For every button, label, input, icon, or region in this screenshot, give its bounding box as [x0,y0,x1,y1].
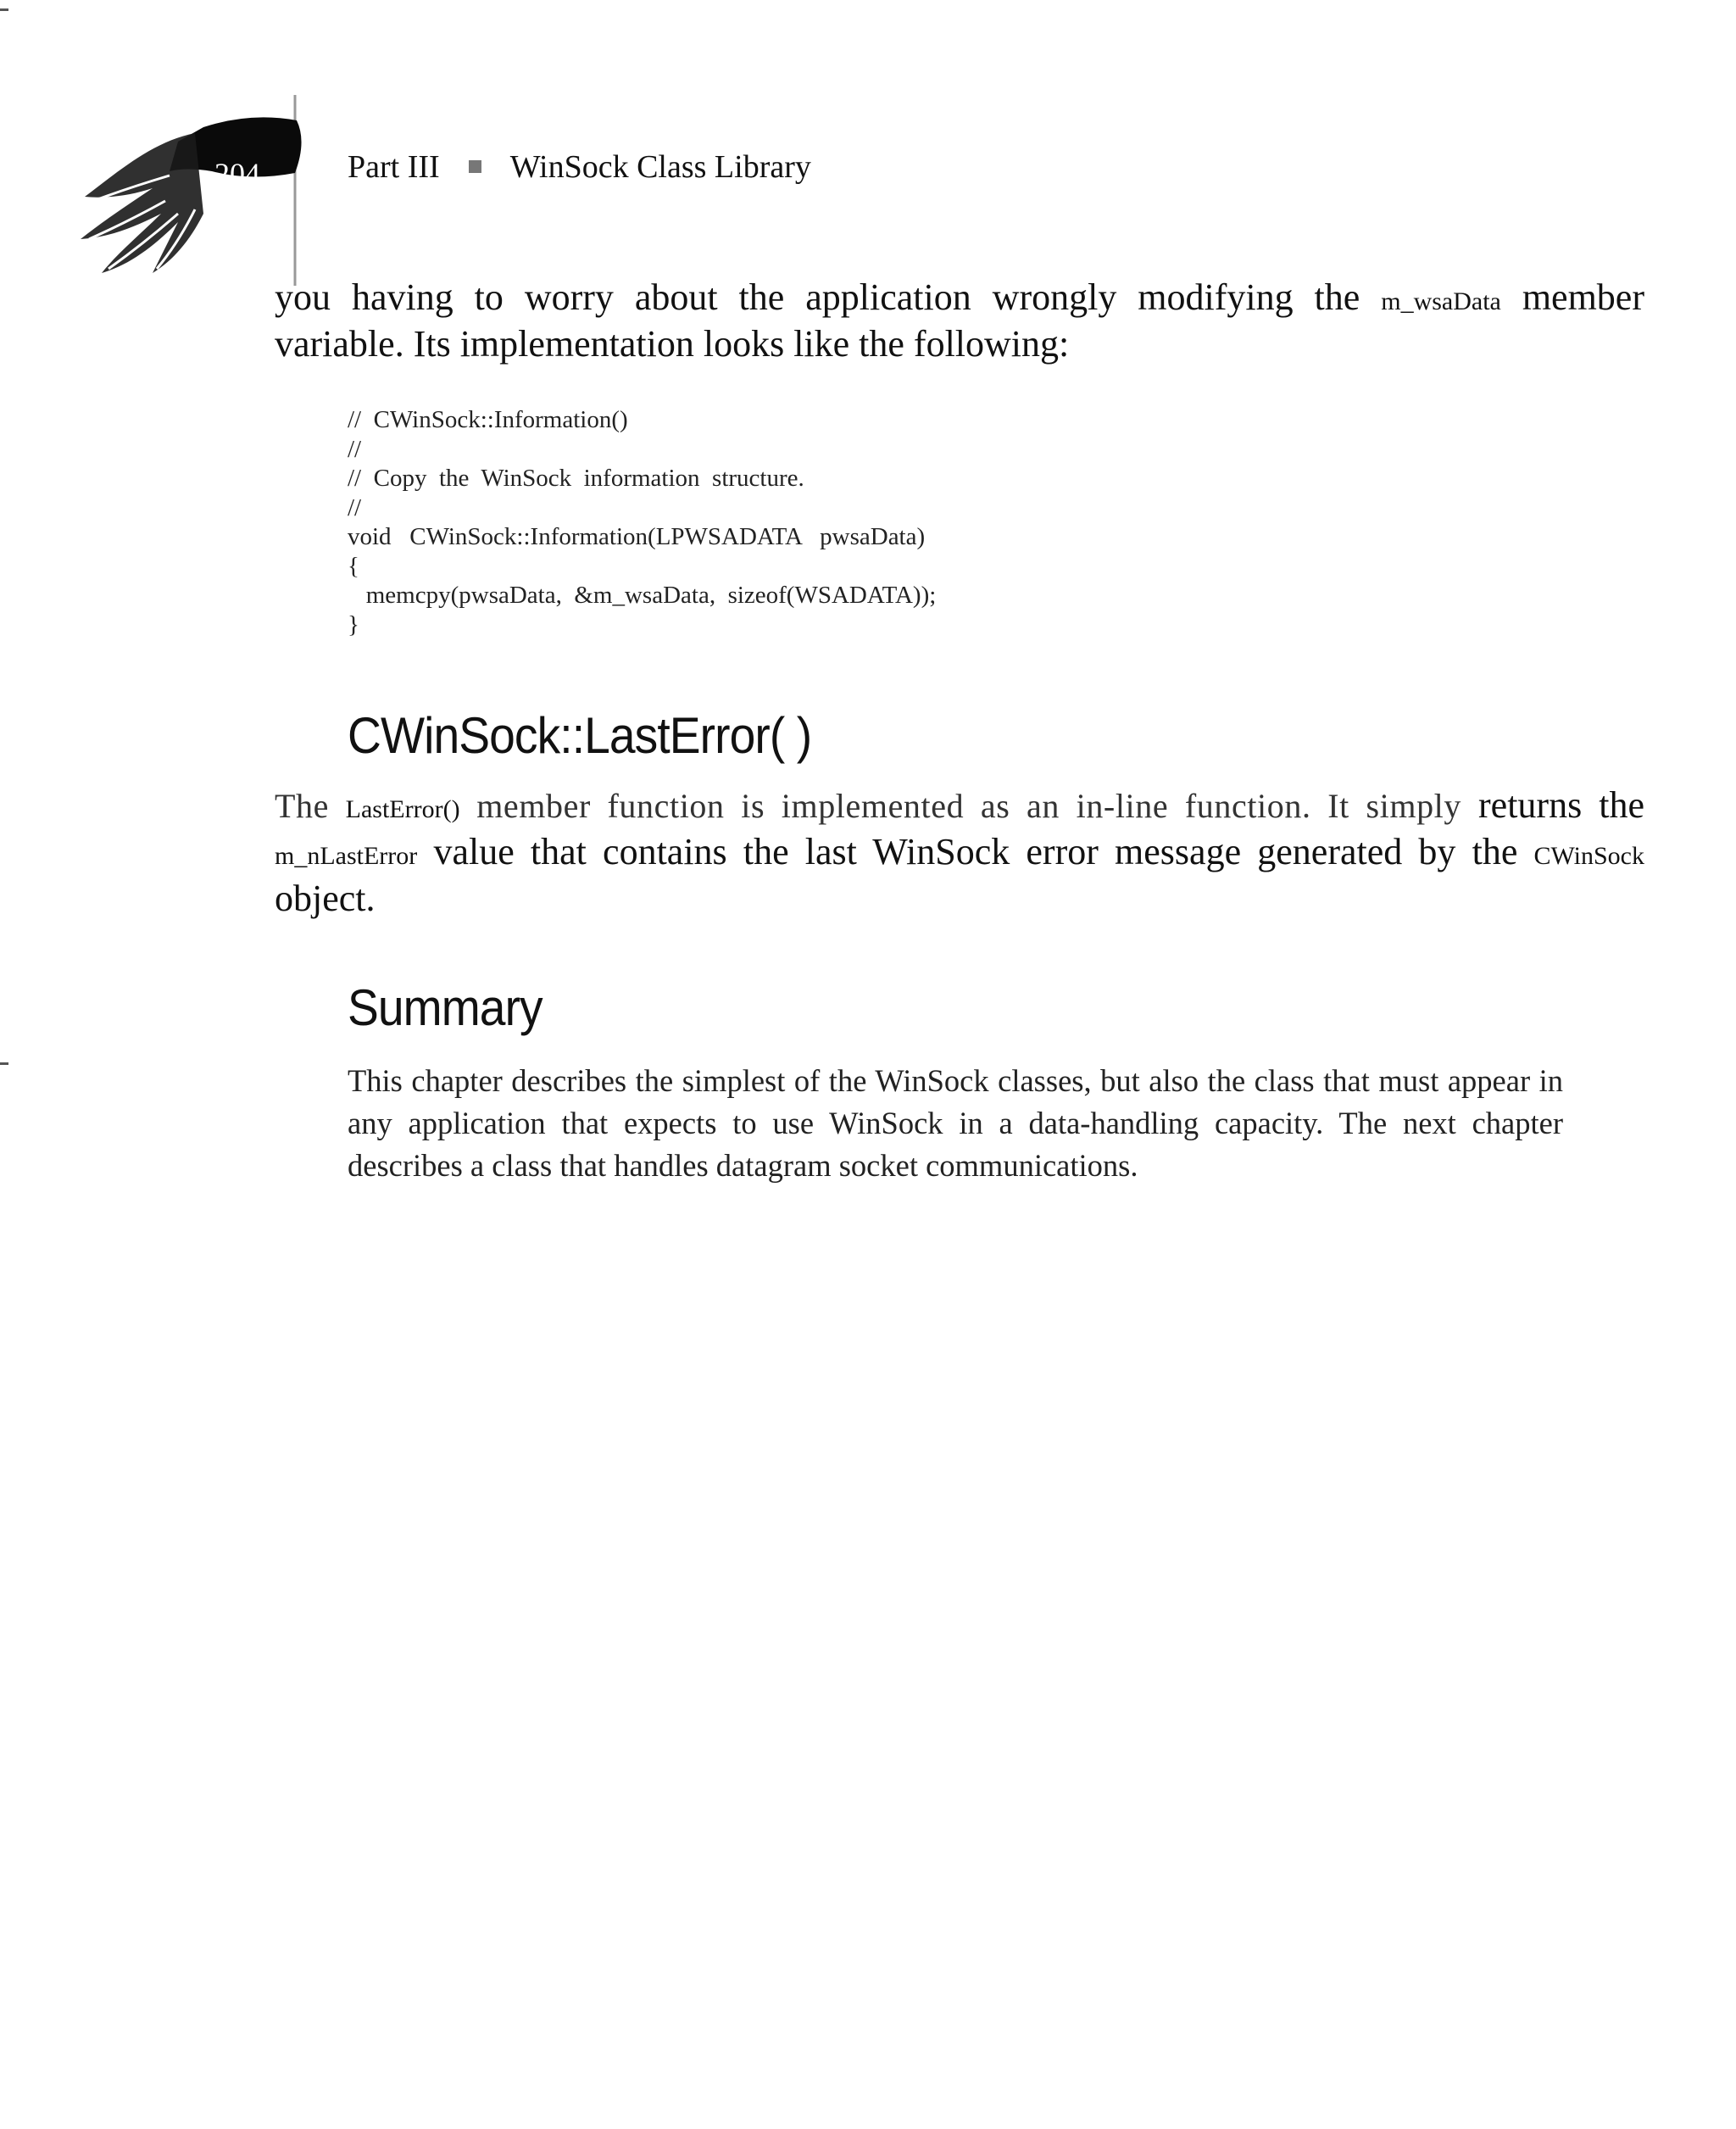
code-line: // CWinSock::Information() [348,406,628,433]
page-number: 204 [214,157,260,191]
lasterror-paragraph [275,784,1644,920]
code-line: { [348,552,359,580]
chapter-title: WinSock Class Library [509,149,811,185]
intro-text-1: you having to worry about the application wrongly modifying the [275,276,1382,318]
section-heading-lasterror: CWinSock::LastError( ) [348,707,812,764]
code-line: // [348,435,362,463]
lasterror-text-5: object. [275,878,376,919]
lasterror-text-4: value that contains the last WinSock error message generated by the [417,831,1534,872]
intro-paragraph [275,276,1644,365]
page-edge-mark-middle [0,1062,8,1065]
code-line: // [348,493,362,521]
inline-code-m-wsadata: m_wsaData [1381,287,1501,315]
lasterror-text-1: The [275,787,346,825]
inline-code-m-nlasterror: m_nLastError [275,842,418,870]
code-line: memcpy(pwsaData, &m_wsaData, sizeof(WSADATA)); [348,582,937,609]
code-line: } [348,610,359,638]
code-line: // Copy the WinSock information structure. [348,465,804,492]
running-head [348,146,811,188]
code-line: void CWinSock::Information(LPWSADATA pwsaData) [348,523,926,550]
section-heading-summary: Summary [348,979,542,1036]
intro-text-2: member variable. Its implementation looks like the following: [275,276,1644,365]
inline-code-lasterror: LastError() [345,795,460,823]
separator-square-icon [469,160,481,173]
summary-paragraph: This chapter describes the simplest of the WinSock classes, but also the class that must appear in any application that expects to use WinSock in a data-handling capacity. The next chapter describes a class that handles datagram socket communications. [348,1063,1563,1183]
code-listing [348,405,936,639]
part-label: Part III [348,149,440,185]
inline-code-cwinsock: CWinSock [1533,842,1644,870]
lasterror-text-2: member function is implemented as an in-line function. It simply [459,787,1461,825]
flag-logo-icon [68,95,322,298]
lasterror-text-3: returns the [1461,784,1645,826]
page-edge-mark-top [0,8,8,11]
